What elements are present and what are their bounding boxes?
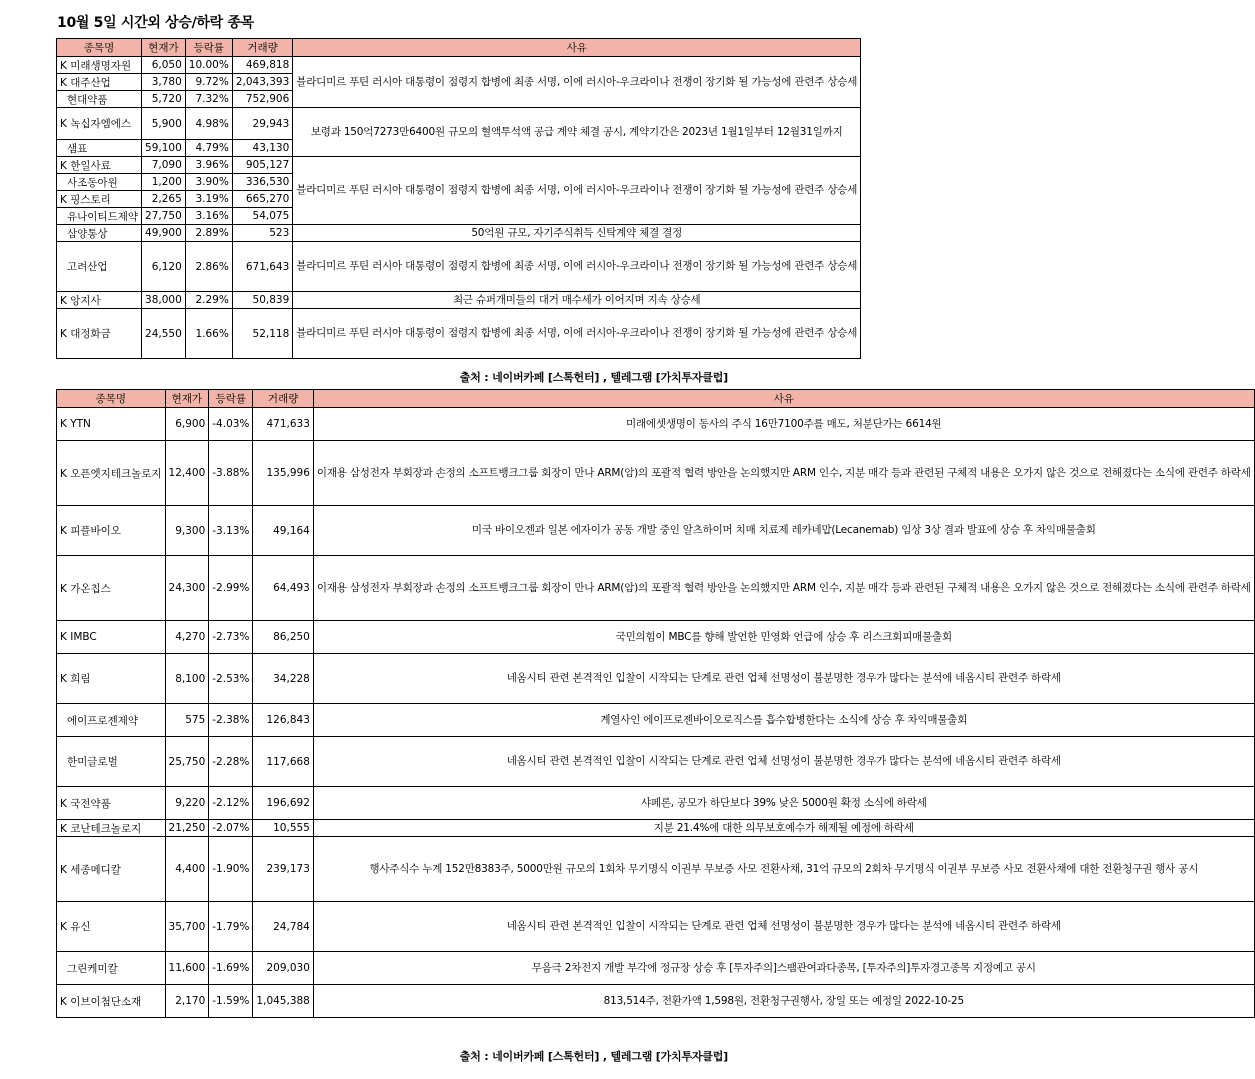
stock-volume: 209,030 [253,952,313,985]
stock-rate: -2.53% [209,654,253,704]
header-reason: 사유 [313,390,1254,408]
stock-price: 11,600 [165,952,209,985]
stock-reason: 최근 슈퍼개미들의 대거 매수세가 이어지며 지속 상승세 [293,292,861,309]
table-row [57,157,861,174]
stock-rate: 3.90% [185,174,232,191]
header-row [57,390,1255,408]
table-row [57,837,1255,902]
table-row [57,902,1255,952]
stock-reason: 미래에셋생명이 동사의 주식 16만7100주를 매도, 처분단가는 6614원 [313,408,1254,441]
stock-price: 5,900 [142,108,186,140]
stock-reason: 813,514주, 전환가액 1,598원, 전환청구권행사, 장일 또는 예정일 2022-10-25 [313,985,1254,1018]
stock-name: 삼양통상 [57,225,142,242]
stock-volume: 665,270 [232,191,292,208]
stock-price: 59,100 [142,140,186,157]
stock-volume: 752,906 [232,91,292,108]
stock-price: 8,100 [165,654,209,704]
stock-reason: 행사주식수 누계 152만8383주, 5000만원 규모의 1회차 무기명식 이권부 무보증 사모 전환사채, 31억 규모의 2회차 무기명식 이권부 무보증 사모 전환사채에 대한 전환청구권 행사 공시 [313,837,1254,902]
header-price: 현재가 [142,39,186,57]
stock-name: 유나이티드제약 [57,208,142,225]
stock-volume: 471,633 [253,408,313,441]
stock-price: 38,000 [142,292,186,309]
stock-volume: 43,130 [232,140,292,157]
stock-rate: -3.88% [209,441,253,506]
stock-volume: 469,818 [232,57,292,74]
stock-reason: 블라디미르 푸틴 러시아 대통령이 점령지 합병에 최종 서명, 이에 러시아-우크라이나 전쟁이 장기화 될 가능성에 관련주 상승세 [293,309,861,359]
stock-reason: 블라디미르 푸틴 러시아 대통령이 점령지 합병에 최종 서명, 이에 러시아-우크라이나 전쟁이 장기화 될 가능성에 관련주 상승세 [293,57,861,108]
table-row [57,441,1255,506]
table-row [57,506,1255,556]
table-row [57,408,1255,441]
stock-name: K 국전약품 [57,787,166,820]
stock-volume: 126,843 [253,704,313,737]
stock-reason: 블라디미르 푸틴 러시아 대통령이 점령지 합병에 최종 서명, 이에 러시아-우크라이나 전쟁이 장기화 될 가능성에 관련주 상승세 [293,242,861,292]
stock-volume: 64,493 [253,556,313,621]
stock-rate: -1.69% [209,952,253,985]
stock-reason: 네옴시티 관련 본격적인 입찰이 시작되는 단계로 관련 업체 선명성이 불분명한 경우가 많다는 분석에 네옴시티 관련주 하락세 [313,654,1254,704]
stock-volume: 10,555 [253,820,313,837]
stock-volume: 52,118 [232,309,292,359]
stock-rate: -4.03% [209,408,253,441]
stock-price: 27,750 [142,208,186,225]
stock-name: K 미래생명자원 [57,57,142,74]
stock-price: 5,720 [142,91,186,108]
stock-name: K 가온칩스 [57,556,166,621]
stock-rate: 1.66% [185,309,232,359]
header-name: 종목명 [57,390,166,408]
stock-reason: 이재용 삼성전자 부회장과 손정의 소프트뱅크그룹 회장이 만나 ARM(암)의 포괄적 협력 방안을 논의했지만 ARM 인수, 지분 매각 등과 관련된 구체적 내용은 오가지 않은 것으로 전해졌다는 소식에 관련주 하락세 [313,556,1254,621]
stock-name: K 핑스토리 [57,191,142,208]
stock-rate: -2.07% [209,820,253,837]
stock-price: 1,200 [142,174,186,191]
stock-price: 4,270 [165,621,209,654]
header-volume: 거래량 [232,39,292,57]
table-row [57,556,1255,621]
stock-price: 4,400 [165,837,209,902]
header-row [57,39,861,57]
stock-volume: 86,250 [253,621,313,654]
stock-name: K 코난테크놀로지 [57,820,166,837]
header-name: 종목명 [57,39,142,57]
stock-name: 사조동아원 [57,174,142,191]
source-note: 출처 : 네이버카페 [스톡헌터] , 텔레그램 [가치투자클럽] [459,371,728,384]
stock-name: 현대약품 [57,91,142,108]
stock-price: 6,900 [165,408,209,441]
header-rate: 등락률 [209,390,253,408]
stock-name: 그린케미칼 [57,952,166,985]
stock-rate: 4.98% [185,108,232,140]
stock-reason: 보령과 150억7273만6400원 규모의 혈액투석액 공급 계약 체결 공시, 계약기간은 2023년 1월1일부터 12월31일까지 [293,108,861,157]
stock-rate: -1.59% [209,985,253,1018]
table-row [57,621,1255,654]
table-row [57,704,1255,737]
stock-price: 6,050 [142,57,186,74]
stock-volume: 54,075 [232,208,292,225]
stock-name: K 이브이첨단소재 [57,985,166,1018]
stock-reason: 샤페론, 공모가 하단보다 39% 낮은 5000원 확정 소식에 하락세 [313,787,1254,820]
stock-price: 6,120 [142,242,186,292]
stock-rate: 10.00% [185,57,232,74]
table-row [57,985,1255,1018]
stock-name: K 피플바이오 [57,506,166,556]
stock-price: 575 [165,704,209,737]
stock-reason: 무음극 2차전지 개발 부각에 정규장 상승 후 [투자주의]스팸관여과다종목, [투자주의]투자경고종목 지정예고 공시 [313,952,1254,985]
header-volume: 거래량 [253,390,313,408]
stock-name: K YTN [57,408,166,441]
table-row [57,787,1255,820]
stock-rate: 3.19% [185,191,232,208]
stock-rate: -2.73% [209,621,253,654]
table-row [57,654,1255,704]
header-price: 현재가 [165,390,209,408]
stock-reason: 네옴시티 관련 본격적인 입찰이 시작되는 단계로 관련 업체 선명성이 불분명한 경우가 많다는 분석에 네옴시티 관련주 하락세 [313,737,1254,787]
stock-rate: -3.13% [209,506,253,556]
stock-reason: 이재용 삼성전자 부회장과 손정의 소프트뱅크그룹 회장이 만나 ARM(암)의 포괄적 협력 방안을 논의했지만 ARM 인수, 지분 매각 등과 관련된 구체적 내용은 오가지 않은 것으로 전해졌다는 소식에 관련주 하락세 [313,441,1254,506]
stock-volume: 239,173 [253,837,313,902]
stock-price: 3,780 [142,74,186,91]
stock-price: 21,250 [165,820,209,837]
stock-name: K 대정화금 [57,309,142,359]
stock-name: K 녹십자엠에스 [57,108,142,140]
stock-name: 에이프로젠제약 [57,704,166,737]
stock-price: 9,220 [165,787,209,820]
stock-reason: 블라디미르 푸틴 러시아 대통령이 점령지 합병에 최종 서명, 이에 러시아-우크라이나 전쟁이 장기화 될 가능성에 관련주 상승세 [293,157,861,225]
table-row [57,309,861,359]
stock-price: 25,750 [165,737,209,787]
stock-volume: 336,530 [232,174,292,191]
stock-reason: 지분 21.4%에 대한 의무보호예수가 해제될 예정에 하락세 [313,820,1254,837]
stock-price: 35,700 [165,902,209,952]
table-row [57,952,1255,985]
table-row [57,108,861,140]
stock-price: 24,300 [165,556,209,621]
stock-name: K 세종메디칼 [57,837,166,902]
stock-price: 7,090 [142,157,186,174]
stock-price: 49,900 [142,225,186,242]
stock-name: 고려산업 [57,242,142,292]
stock-rate: 7.32% [185,91,232,108]
table-row [57,57,861,74]
stock-reason: 미국 바이오젠과 일본 에자이가 공동 개발 중인 알츠하이머 치매 치료제 레카네맙(Lecanemab) 임상 3상 결과 발표에 상승 후 차익매물출회 [313,506,1254,556]
stock-volume: 117,668 [253,737,313,787]
stock-rate: -1.79% [209,902,253,952]
stock-rate: 3.16% [185,208,232,225]
stock-volume: 523 [232,225,292,242]
stock-name: 한미글로벌 [57,737,166,787]
stock-rate: 2.89% [185,225,232,242]
stock-name: K 앙지사 [57,292,142,309]
stock-price: 9,300 [165,506,209,556]
stock-price: 2,170 [165,985,209,1018]
table-row [57,225,861,242]
page-title: 10월 5일 시간외 상승/하락 종목 [57,15,254,31]
stock-rate: -2.99% [209,556,253,621]
stock-name: K 오픈엣지테크놀로지 [57,441,166,506]
stock-name: K 한일사료 [57,157,142,174]
stock-volume: 34,228 [253,654,313,704]
stock-volume: 135,996 [253,441,313,506]
stock-volume: 24,784 [253,902,313,952]
stock-rate: -1.90% [209,837,253,902]
header-rate: 등락률 [185,39,232,57]
stock-name: 샘표 [57,140,142,157]
stock-name: K 희림 [57,654,166,704]
stock-volume: 196,692 [253,787,313,820]
stock-volume: 29,943 [232,108,292,140]
stock-volume: 671,643 [232,242,292,292]
stock-name: K 대주산업 [57,74,142,91]
stock-volume: 49,164 [253,506,313,556]
stock-name: K IMBC [57,621,166,654]
stock-price: 24,550 [142,309,186,359]
stock-reason: 50억원 규모, 자기주식취득 신탁계약 체결 결정 [293,225,861,242]
stock-name: K 유신 [57,902,166,952]
rising-stocks-table [56,38,861,359]
stock-reason: 국민의힘이 MBC를 향해 발언한 민영화 언급에 상승 후 리스크회피매물출회 [313,621,1254,654]
table-row [57,737,1255,787]
stock-rate: -2.28% [209,737,253,787]
stock-rate: 4.79% [185,140,232,157]
stock-rate: 2.29% [185,292,232,309]
stock-price: 12,400 [165,441,209,506]
falling-stocks-table [56,389,1255,1018]
stock-volume: 905,127 [232,157,292,174]
stock-rate: -2.38% [209,704,253,737]
stock-volume: 1,045,388 [253,985,313,1018]
table-row [57,292,861,309]
stock-reason: 계열사인 에이프로젠바이오로직스를 흡수합병한다는 소식에 상승 후 차익매물출회 [313,704,1254,737]
stock-rate: 2.86% [185,242,232,292]
header-reason: 사유 [293,39,861,57]
stock-reason: 네옴시티 관련 본격적인 입찰이 시작되는 단계로 관련 업체 선명성이 불분명한 경우가 많다는 분석에 네옴시티 관련주 하락세 [313,902,1254,952]
stock-volume: 50,839 [232,292,292,309]
stock-rate: 3.96% [185,157,232,174]
stock-rate: -2.12% [209,787,253,820]
stock-price: 2,265 [142,191,186,208]
stock-rate: 9.72% [185,74,232,91]
table-row [57,820,1255,837]
stock-volume: 2,043,393 [232,74,292,91]
source-note: 출처 : 네이버카페 [스톡헌터] , 텔레그램 [가치투자클럽] [459,1050,728,1063]
table-row [57,242,861,292]
